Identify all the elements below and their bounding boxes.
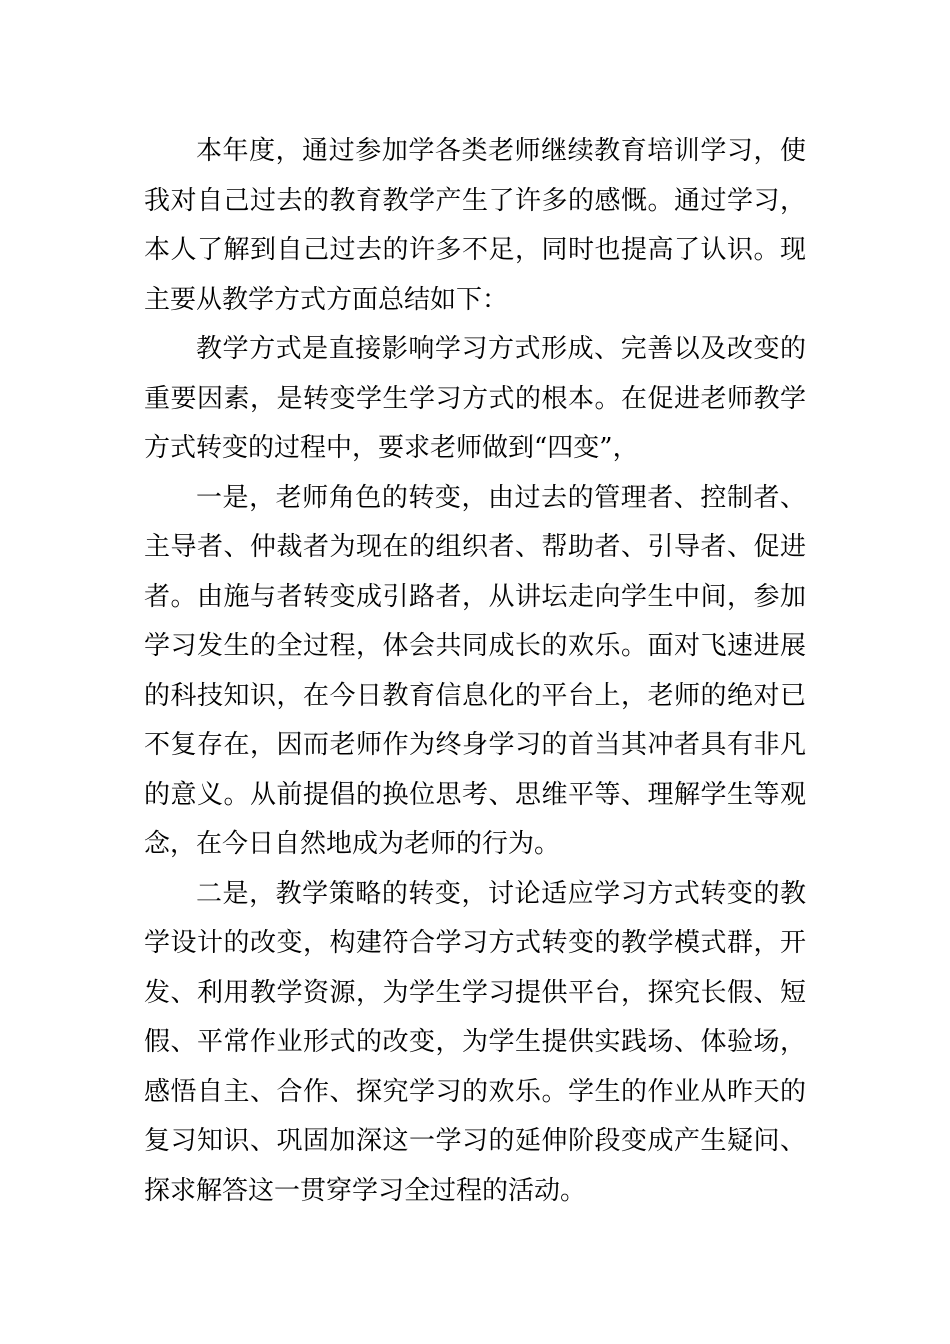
paragraph-teaching-method: 教学方式是直接影响学习方式形成、完善以及改变的重要因素，是转变学生学习方式的根本。在促进老师教学方式转变的过程中，要求老师做到“四变”， (144, 334, 806, 463)
paragraph-point-one: 一是，老师角色的转变，由过去的管理者、控制者、主导者、仲裁者为现在的组织者、帮助者、引导者、促进者。由施与者转变成引路者，从讲坛走向学生中间，参加学习发生的全过程，体会共同成长的欢乐。面对飞速进展的科技知识，在今日教育信息化的平台上，老师的绝对已不复存在，因而老师作为终身学习的首当其冲者具有非凡的意义。从前提倡的换位思考、思维平等、理解学生等观念，在今日自然地成为老师的行为。 (144, 482, 806, 859)
paragraph-intro: 本年度，通过参加学各类老师继续教育培训学习，使我对自己过去的教育教学产生了许多的感慨。通过学习，本人了解到自己过去的许多不足，同时也提高了认识。现主要从教学方式方面总结如下： (144, 136, 806, 315)
document-body (144, 127, 806, 1216)
paragraph-point-two: 二是，教学策略的转变，讨论适应学习方式转变的教学设计的改变，构建符合学习方式转变的教学模式群，开发、利用教学资源，为学生学习提供平台，探究长假、短假、平常作业形式的改变，为学生提供实践场、体验场，感悟自主、合作、探究学习的欢乐。学生的作业从昨天的复习知识、巩固加深这一学习的延伸阶段变成产生疑问、探求解答这一贯穿学习全过程的活动。 (144, 878, 806, 1206)
